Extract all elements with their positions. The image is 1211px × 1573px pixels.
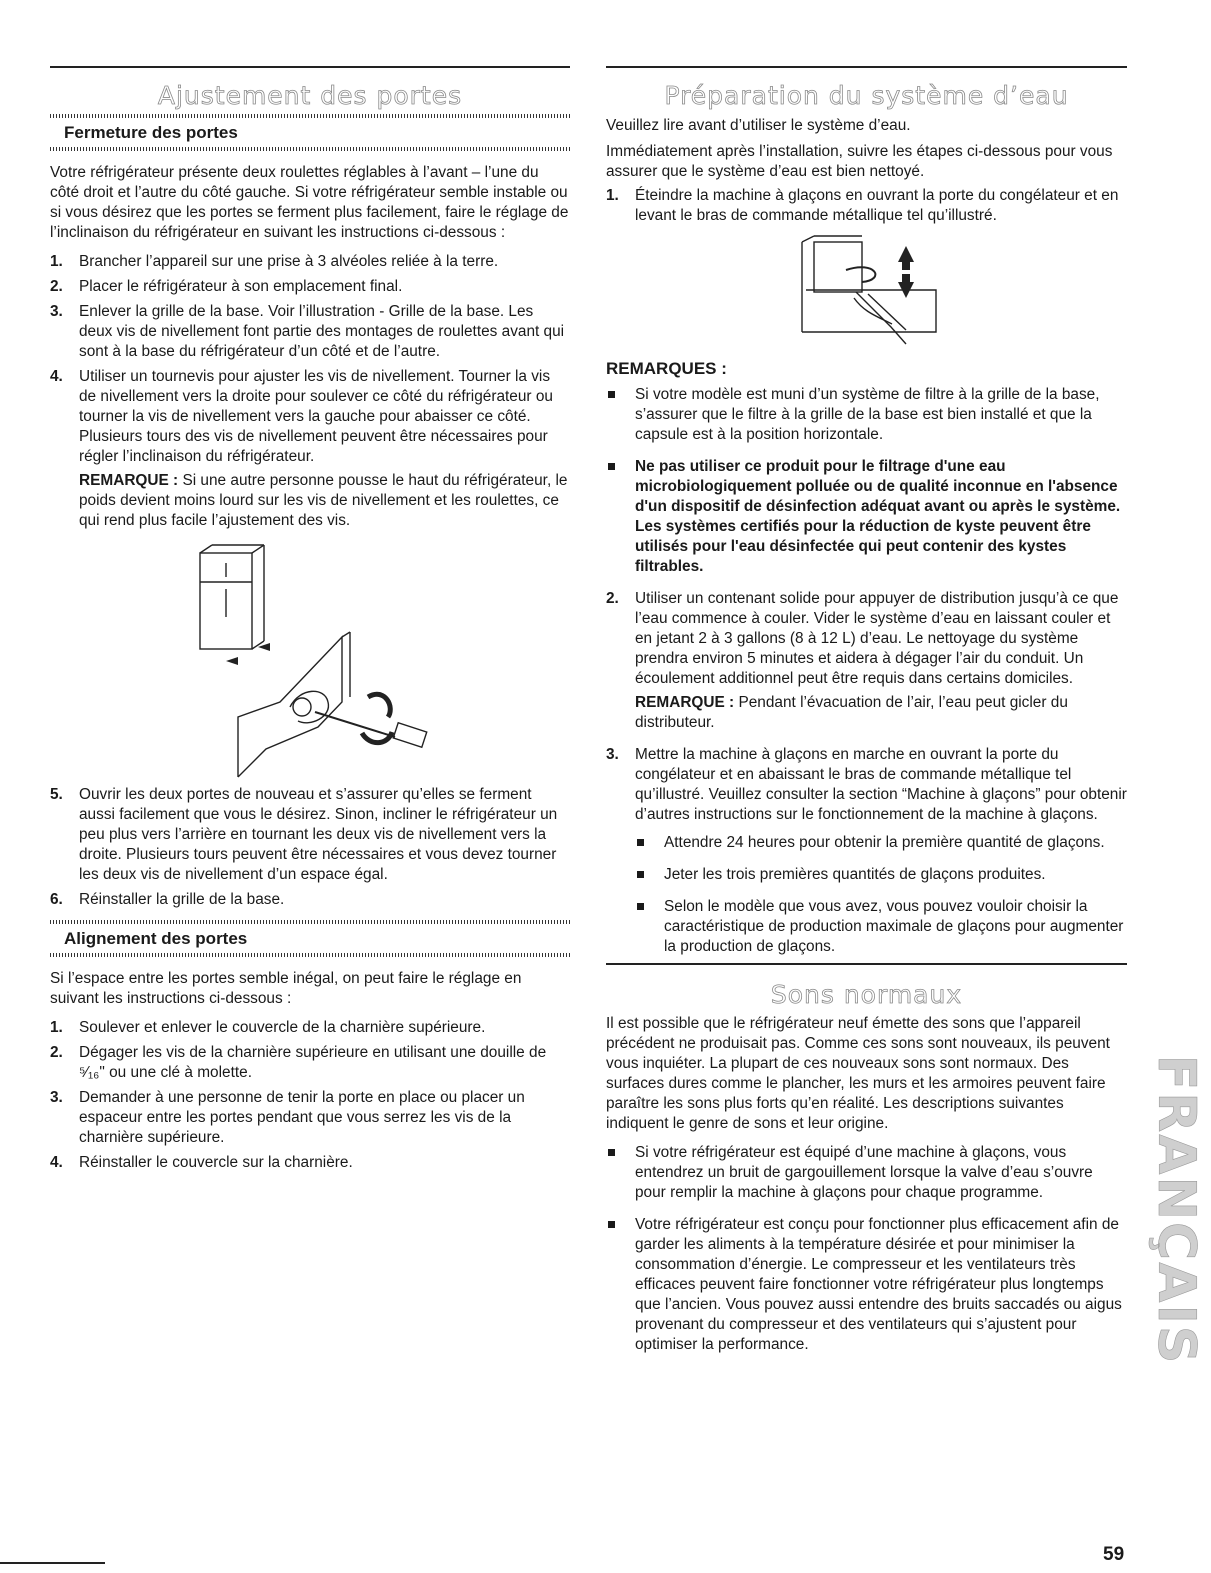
bullet-item: Selon le modèle que vous avez, vous pouvez vouloir choisir la caractéristique de production maximale de glaçons pour augmenter la production de glaçons.	[635, 897, 1127, 957]
bullet-square	[637, 839, 644, 846]
step-item: 1. Éteindre la machine à glaçons en ouvrant la porte du congélateur et en levant le bras de commande métallique tel qu’illustré.	[606, 186, 1119, 224]
step-item: 2. Placer le réfrigérateur à son emplacement final.	[50, 277, 403, 295]
step-item: 6. Réinstaller la grille de la base.	[50, 890, 285, 908]
bullet-square	[608, 1221, 615, 1228]
sounds-list	[606, 1143, 1127, 1355]
section-title-door-adjustment: Ajustement des portes	[157, 81, 463, 110]
language-side-tab: FRANÇAIS	[1146, 1054, 1206, 1366]
water-steps-continued	[606, 589, 1127, 957]
step-item: 3. Enlever la grille de la base. Voir l’illustration - Grille de la base. Les deux vis de nivellement font partie des montages de roulettes avant qui sont à la base du réfrigérateur d’un côté et de l’autre.	[50, 302, 565, 360]
bullet-item: Attendre 24 heures pour obtenir la première quantité de glaçons.	[635, 833, 1127, 853]
subheading-door-alignment: Alignement des portes	[64, 928, 248, 948]
ice-maker-svg	[606, 232, 1127, 350]
subheading-door-closing: Fermeture des portes	[64, 122, 238, 142]
step-item: 1. Soulever et enlever le couvercle de la charnière supérieure.	[50, 1019, 486, 1036]
closing-steps	[50, 252, 570, 531]
sounds-intro: Il est possible que le réfrigérateur neuf émette des sons que l’appareil précédent ne produisait pas. Comme ces sons sont nouveaux, ils peuvent vous inquiéter. La plupart de ces nouveaux sons sont normaux. Des surfaces dures comme le plancher, les murs et les armoires peuvent faire paraître les sons plus forts qu’en réalité. Les descriptions suivantes indiquent le genre de sons et leur origine.	[606, 1015, 1110, 1133]
bullet-square	[637, 903, 644, 910]
step-item: 1. Brancher l’appareil sur une prise à 3 alvéoles reliée à la terre.	[50, 252, 499, 270]
sound-item: Si votre réfrigérateur est équipé d’une machine à glaçons, vous entendrez un bruit de gargouillement lorsque la valve d’eau s’ouvre pour remplir la machine à glaçons pour chaque programme.	[606, 1143, 1127, 1203]
bullet-square	[637, 871, 644, 878]
step-item: 5. Ouvrir les deux portes de nouveau et s’assurer qu’elles se ferment aussi facilement que vous le désirez. Sinon, incliner le réfrigérateur un peu plus vers l’arrière en tournant les deux vis de nivellement vers la droite. Plusieurs tours peuvent être nécessaires et vous devez tourner les deux vis de nivellement d’un espace égal.	[50, 785, 558, 883]
step-item: 2. Utiliser un contenant solide pour appuyer de distribution jusqu’à ce que l’eau commence à couler. Vider le système d’eau en laissant couler et en jetant 2 à 3 gallons (8 à 12 L) d’eau. Le nettoyage du système prendra environ 5 minutes et aidera à dégager l’air du conduit. Un écoulement additionnel peut être requis dans certains domiciles. REMARQUE : Pendant l’évacuation de l’air, l’eau peut gicler du distributeur.	[606, 589, 1127, 733]
section-title-water-system: Préparation du système d’eau	[664, 81, 1069, 110]
ice-bullets	[635, 833, 1127, 957]
water-steps	[606, 186, 1127, 226]
bullet-square	[608, 463, 615, 470]
hatch-divider	[50, 953, 570, 957]
remark-item: Si votre modèle est muni d’un système de filtre à la grille de la base, s’assurer que le filtre à la grille de la base est bien installé et que la capsule est à la position horizontale.	[606, 385, 1127, 445]
hatch-divider	[50, 147, 570, 151]
section-rule	[606, 963, 1127, 965]
water-intro-2: Immédiatement après l’installation, suivre les étapes ci-dessous pour vous assurer que le système d’eau est bien nettoyé.	[606, 142, 1113, 180]
water-intro-1: Veuillez lire avant d’utiliser le système d’eau.	[606, 116, 911, 134]
step-item: 3. Demander à une personne de tenir la porte en place ou placer un espaceur entre les portes pendant que vous serrez les vis de la charnière supérieure.	[50, 1089, 525, 1146]
hatch-divider	[50, 114, 570, 118]
step-item: 4. Utiliser un tournevis pour ajuster les vis de nivellement. Tourner la vis de nivellement vers la droite pour soulever ce côté du réfrigérateur ou tourner la vis de nivellement vers la gauche pour abaisser ce côté. Plusieurs tours des vis de nivellement peuvent être nécessaires pour régler l’inclinaison du réfrigérateur. REMARQUE : Si une autre personne pousse le haut du réfrigérateur, le poids devient moins lourd sur les vis de nivellement et les roulettes, ce qui rend plus facile l’ajustement des vis.	[50, 367, 570, 531]
alignment-steps	[50, 1018, 570, 1173]
remarks-list	[606, 385, 1127, 577]
hatch-divider	[50, 920, 570, 924]
water-note: REMARQUE : Pendant l’évacuation de l’air, l’eau peut gicler du distributeur.	[635, 693, 1068, 731]
top-rule	[606, 66, 1127, 68]
page-number: 59	[1103, 1544, 1125, 1565]
closing-steps-continued	[50, 785, 570, 910]
remark-item-warning: Ne pas utiliser ce produit pour le filtrage d'une eau microbiologiquement polluée ou de qualité inconnue en l'absence d'un dispositif de désinfection adéquat avant ou après le système. Les systèmes certifiés pour la réduction de kyste peuvent être utilisés pour l'eau désinfectée qui peut contenir des kystes filtrables.	[606, 457, 1127, 577]
right-column	[606, 66, 1127, 1367]
step-item: 2. Dégager les vis de la charnière supérieure en utilisant une douille de ⁵⁄₁₆" ou une clé à molette.	[50, 1044, 547, 1081]
leveling-illustration-svg	[50, 537, 570, 779]
closing-note: REMARQUE : Si une autre personne pousse le haut du réfrigérateur, le poids devient moins lourd sur les vis de nivellement et les roulettes, ce qui rend plus facile l’ajustement des vis.	[79, 471, 568, 529]
step-item: 4. Réinstaller le couvercle sur la charnière.	[50, 1154, 353, 1171]
bullet-item: Jeter les trois premières quantités de glaçons produites.	[635, 865, 1127, 885]
sound-item: Votre réfrigérateur est conçu pour fonctionner plus efficacement afin de garder les aliments à la température désirée et pour minimiser la consommation d’énergie. Le compresseur et les ventilateurs très efficaces peuvent faire fonctionner votre réfrigérateur plus longtemps que l’ancien. Vous pouvez aussi entendre des bruits saccadés ou aigus provenant du compresseur et des ventilateurs qui s’ajustent pour optimiser la performance.	[606, 1215, 1127, 1355]
section-title-normal-sounds: Sons normaux	[770, 979, 963, 1009]
remarks-heading: REMARQUES :	[606, 358, 727, 378]
alignment-intro: Si l’espace entre les portes semble inégal, on peut faire le réglage en suivant les instructions ci-dessous :	[50, 970, 522, 1007]
bottom-rule	[0, 1562, 105, 1564]
bullet-square	[608, 1149, 615, 1156]
leveling-screw-illustration	[50, 537, 570, 779]
bullet-square	[608, 391, 615, 398]
closing-intro: Votre réfrigérateur présente deux roulettes réglables à l’avant – l’une du côté droit et l’autre du côté gauche. Si votre réfrigérateur semble instable ou si vous désirez que les portes se ferment plus facilement, faire le réglage de l’inclinaison du réfrigérateur en suivant les instructions ci-dessous :	[50, 163, 569, 241]
left-column	[50, 66, 570, 1179]
ice-maker-arm-illustration	[606, 232, 1127, 350]
step-item: 3. Mettre la machine à glaçons en marche en ouvrant la porte du congélateur et en abaissant le bras de commande métallique tel qu’illustré. Veuillez consulter la section “Machine à glaçons” pour obtenir d’autres instructions sur le fonctionnement de la machine à glaçons. Attendre 24 heures pour obtenir la première quantité de glaçons. Jeter les trois premières quantités de glaçons produites. Selon le modèle que vous avez, vous pouvez vouloir choisir la caractéristique de production maximale de glaçons pour augmenter la production de glaçons.	[606, 745, 1127, 955]
top-rule	[50, 66, 570, 68]
